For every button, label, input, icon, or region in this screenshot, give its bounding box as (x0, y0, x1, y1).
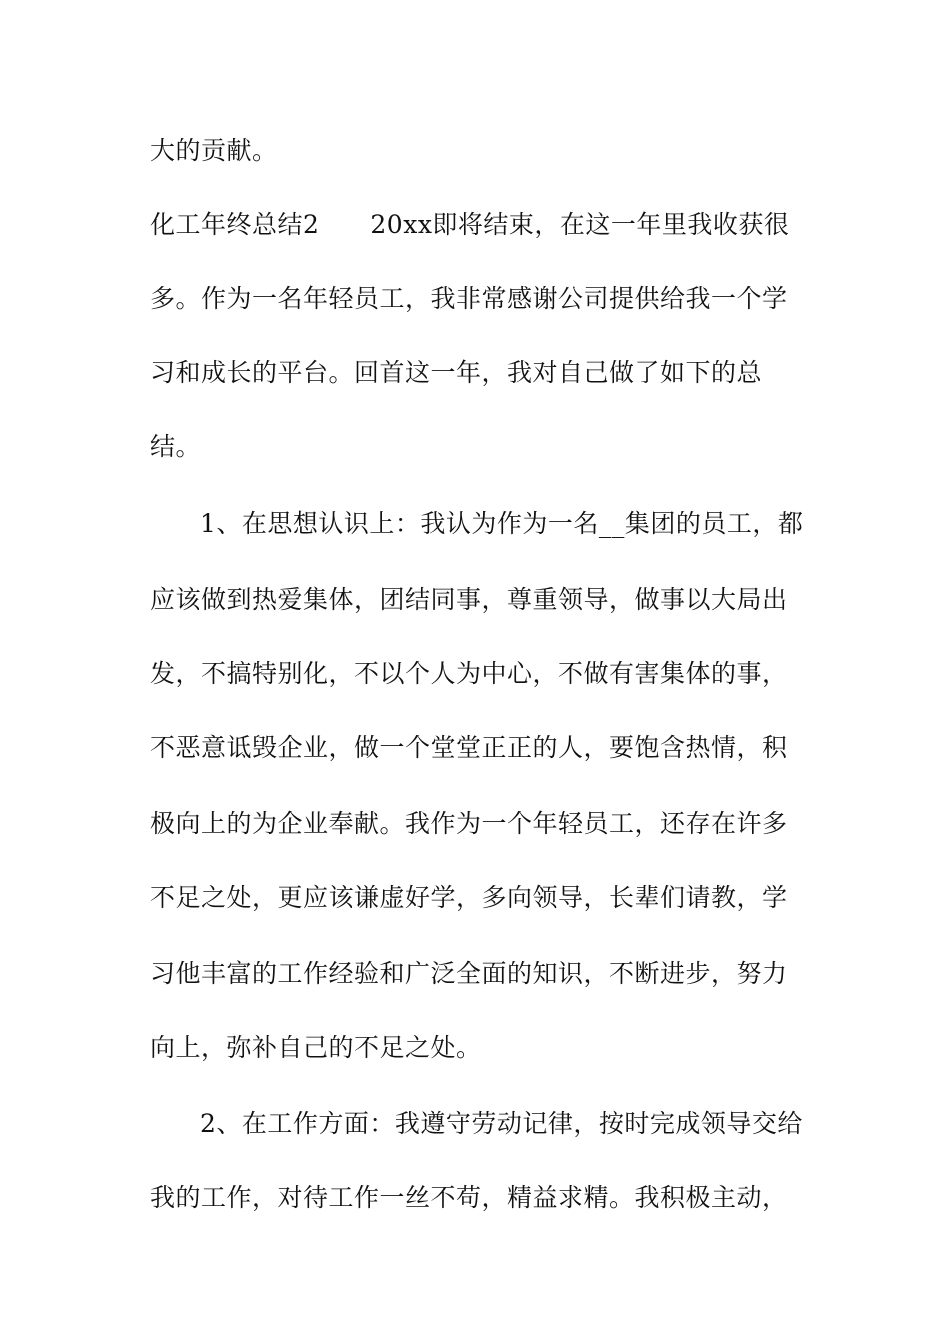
text-line: 向上，弥补自己的不足之处。 (150, 1033, 482, 1062)
text-line: 应该做到热爱集体，团结同事，尊重领导，做事以大局出 (150, 585, 788, 614)
text-line: 大的贡献。 (150, 136, 278, 165)
text-line: 习和成长的平台。回首这一年，我对自己做了如下的总 (150, 358, 763, 387)
text-line: 发，不搞特别化，不以个人为中心，不做有害集体的事， (150, 659, 788, 688)
text-line: 不足之处，更应该谦虚好学，多向领导，长辈们请教，学 (150, 883, 788, 912)
text-line: 多。作为一名年轻员工，我非常感谢公司提供给我一个学 (150, 284, 788, 313)
text-line: 不恶意诋毁企业，做一个堂堂正正的人，要饱含热情，积 (150, 733, 788, 762)
text-line: 极向上的为企业奉献。我作为一个年轻员工，还存在许多 (150, 809, 788, 838)
text-line: 习他丰富的工作经验和广泛全面的知识，不断进步，努力 (150, 959, 788, 988)
text-line: 结。 (150, 432, 202, 461)
text-line: 化工年终总结2 20xx即将结束，在这一年里我收获很 (150, 210, 790, 239)
text-line: 我的工作，对待工作一丝不苟，精益求精。我积极主动， (150, 1183, 788, 1212)
text-line: 2、在工作方面：我遵守劳动记律，按时完成领导交给 (200, 1109, 803, 1138)
text-line: 1、在思想认识上：我认为作为一名__集团的员工，都 (200, 509, 804, 538)
